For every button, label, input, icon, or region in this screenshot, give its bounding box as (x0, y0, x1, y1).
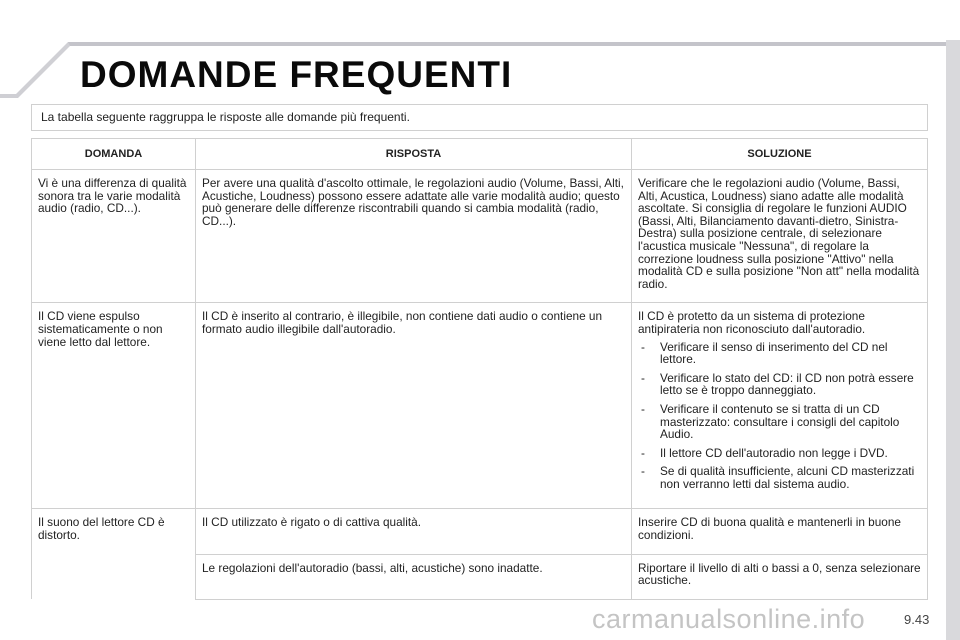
list-item: - Se di qualità insufficiente, alcuni CD masterizzati non verranno letti dal sistema audio. (638, 465, 921, 490)
solution-cell: Riportare il livello di alti o bassi a 0, senza selezionare acustiche. (632, 554, 928, 599)
list-item: - Verificare lo stato del CD: il CD non potrà essere letto se è troppo danneggiato. (638, 372, 921, 397)
header-risposta: RISPOSTA (196, 139, 632, 170)
faq-table (31, 138, 928, 600)
page-number: 9.43 (904, 612, 930, 627)
answer-cell: Per avere una qualità d'ascolto ottimale, le regolazioni audio (Volume, Bassi, Alti, Acustiche, Loudness) possono essere adattate alle varie modalità audio; questo può generare delle differenze riscontrabili quando si cambia modalità (radio, CD...). (196, 170, 632, 303)
question-cell: Vi è una differenza di qualità sonora tra le varie modalità audio (radio, CD...). (32, 170, 196, 303)
header-soluzione: SOLUZIONE (632, 139, 928, 170)
solution-text: Il CD è protetto da un sistema di protezione antipirateria non riconosciuto dall'autoradio. (638, 309, 866, 336)
header-domanda: DOMANDA (32, 139, 196, 170)
intro-text: La tabella seguente raggruppa le risposte alle domande più frequenti. (31, 104, 928, 131)
solution-cell: Verificare che le regolazioni audio (Volume, Bassi, Alti, Acustica, Loudness) siano adatte alle modalità ascoltate. Si consiglia di regolare le funzioni AUDIO (Bassi, Alti, Bilanciamento davanti-dietro, Sinistra-Destra) sulla posizione centrale, di selezionare l'acustica musicale "Nessuna", di regolare la correzione loudness sulla posizione "Attivo" nella modalità CD e sulla posizione "Non att" nella modalità radio. (632, 170, 928, 303)
solution-cell: Inserire CD di buona qualità e mantenerli in buone condizioni. (632, 509, 928, 554)
solution-cell (632, 303, 928, 509)
list-item: - Verificare il contenuto se si tratta di un CD masterizzato: consultare i consigli del capitolo Audio. (638, 403, 921, 441)
answer-cell: Il CD è inserito al contrario, è illegibile, non contiene dati audio o contiene un formato audio illegibile dall'autoradio. (196, 303, 632, 509)
list-item: - Verificare il senso di inserimento del CD nel lettore. (638, 341, 921, 366)
answer-cell: Il CD utilizzato è rigato o di cattiva qualità. (196, 509, 632, 554)
table-header-row (32, 139, 928, 170)
list-item: - Il lettore CD dell'autoradio non legge i DVD. (638, 447, 921, 460)
table-row (32, 509, 928, 554)
table-row (32, 303, 928, 509)
watermark: carmanualsonline.info (592, 604, 866, 634)
question-cell: Il suono del lettore CD è distorto. (32, 509, 196, 599)
solution-list (638, 341, 921, 491)
question-cell: Il CD viene espulso sistematicamente o non viene letto dal lettore. (32, 303, 196, 509)
answer-cell: Le regolazioni dell'autoradio (bassi, alti, acustiche) sono inadatte. (196, 554, 632, 599)
table-row (32, 170, 928, 303)
right-sidebar (946, 40, 960, 640)
page-title: DOMANDE FREQUENTI (80, 54, 513, 95)
